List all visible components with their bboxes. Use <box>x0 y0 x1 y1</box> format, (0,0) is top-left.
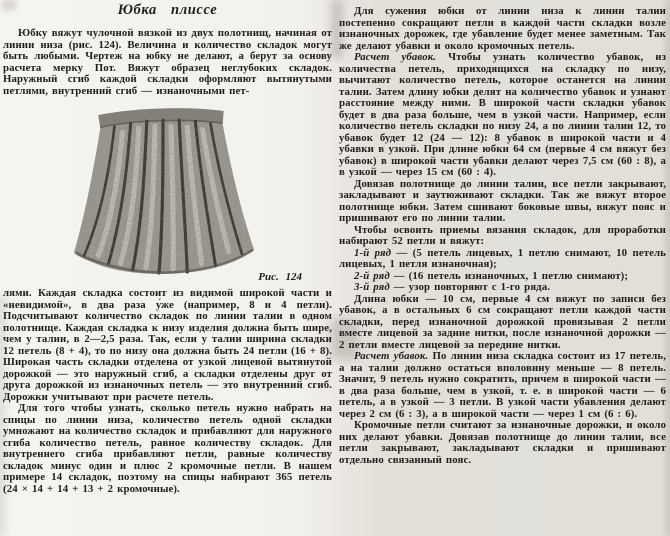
row-label: 3-й ряд <box>354 281 390 293</box>
row-label: 1-й ряд <box>354 246 392 259</box>
paragraph <box>339 179 666 225</box>
row-text: — (5 петель лицевых, 1 петлю снимают, 10 петель лицевых, 1 петля изнаночная); <box>339 246 666 270</box>
skirt-grain-texture <box>70 102 258 280</box>
paragraph-text: лями. Каждая складка состоит из видимой широкой части и «невидимой», в два раза у́же (например, 8 и 4 петли). Подсчитывают количество складок по линии талии в одном полотнище. Каждая складка к низу изделия должна быть шире, чем у талии, в 2—2,5 раза. Так, если у талии ширина складки 12 петель (8 + 4), то по низу она должна быть 24 петли (16 + 8). Широкая часть складки отделена от узкой лицевой вытянутой дорожкой — это наружный сгиб, а складки отделены друг от друга дорожкой из изнаночных петель — это внутренний сгиб. Дорожки учитывают при расчете петель. <box>3 287 332 403</box>
paragraph-lead: Расчет убавок. <box>354 350 429 362</box>
paragraph <box>339 351 666 420</box>
paragraph-text: Юбку вяжут чулочной вязкой из двух полотнищ, начиная от линии низа (рис. 124). Величина и количество складок могут быть любыми. Чертеж на юбку не делают, а берут за основу расчета мерку Пот. Вяжут образец неглубоких складок. Наружный сгиб каждой складки оформляют вытянутыми петлями, внутренний сгиб — изнаночными пет- <box>3 27 332 97</box>
right-column <box>339 6 666 466</box>
paragraph-text: Для сужения юбки от линии низа к линии талии постепенно сокращают петли в каждой части складки возле изнаночных дорожек, где убавление будет менее заметным. Так же делают убавки и около кромочных петель. <box>339 5 666 52</box>
paragraph <box>3 288 332 403</box>
paragraph <box>339 225 666 248</box>
paragraph-text: По линии низа складка состоит из 17 петель, а на талии должно остаться вполовину меньше — 8 петель. Значит, 9 петель нужно сократить, причем в широкой части — в два раза больше, чем в узкой, т. е. в широкой части — 6 петель, а в узкой — 3 петли. В узкой части убавления делают через 2 см (6 : 3), а в широкой части — через 1 см (6 : 6). <box>339 350 667 420</box>
page-title: Юбка плиссе <box>117 2 218 18</box>
pleated-skirt-photo <box>69 102 259 280</box>
paragraph-lead: Расчет убавок. <box>354 51 437 63</box>
row-text: — узор повторяют с 1-го ряда. <box>393 281 551 293</box>
paragraph-text: Довязав полотнище до линии талии, все петли закрывают, закладывают и заутюживают складки. Так же вяжут второе полотнище юбки. Затем сшивают боковые швы, вяжут пояс и пришивают его по линии талии. <box>339 177 666 224</box>
paragraph-text: Кромочные петли считают за изнаночные дорожки, и около них делают убавки. Довязав полотнище до линии талии, все петли закрывают, закладывают складки и пришивают отдельно связанный пояс. <box>339 419 666 466</box>
paragraph <box>3 403 332 495</box>
figure-block <box>3 100 332 286</box>
paragraph <box>339 420 666 466</box>
paragraph-text: Для того чтобы узнать, сколько петель нужно набрать на спицы по линии низа, количество петель одной складки умножают на количество складок и прибавляют для наружного сгиба количество петель, равное количеству складок. Для внутреннего сгиба прибавляют петли, равные количеству складок минус один и плюс 2 кромочные петли. В нашем примере 14 складок, поэтому на спицы набирают 365 петель (24 × 14 + 14 + 13 + 2 кромочные). <box>3 402 332 495</box>
figure-caption: Рис. 124 <box>258 271 302 283</box>
paragraph-text: Чтобы узнать количество убавок, из количества петель, приходящихся на складку по низу, вычитают количество петель, которое останется на линии талии. Затем длину юбки делят на количество убавок и узнают расстояние между ними. В широкой части складки убавок будет в два раза больше, чем в узкой части. Например, если количество петель складки по низу 24, а по линии талии 12, то убавок будет 12 (24 — 12): 8 убавок в широкой части и 4 убавки в узкой. При длине юбки 64 см (первые 4 см вяжут без убавок) в широкой части убавки делают через 7,5 см (60 : 8), а в узкой — через 15 см (60 : 4). <box>339 51 667 178</box>
paragraph <box>3 28 332 97</box>
row-text: — (16 петель изнаночных, 1 петлю снимают); <box>393 269 629 282</box>
paragraph-text: Чтобы освоить приемы вязания складок, для проработки набирают 52 петли и вяжут: <box>339 223 666 247</box>
left-column <box>3 2 332 495</box>
paragraph <box>339 52 666 179</box>
paragraph <box>339 6 666 52</box>
knit-row-instruction <box>339 248 666 271</box>
paragraph <box>339 294 666 352</box>
paragraph-text: Длина юбки — 10 см, первые 4 см вяжут по записи без убавок, а в остальных 6 см сокращают петли каждой части складки, перед изнаночной дорожкой провязывая 2 петли вместе лицевой за задние нитки, после изнаночной дорожки — 2 петли вместе лицевой за передние нитки. <box>339 292 666 351</box>
row-label: 2-й ряд <box>354 269 390 282</box>
